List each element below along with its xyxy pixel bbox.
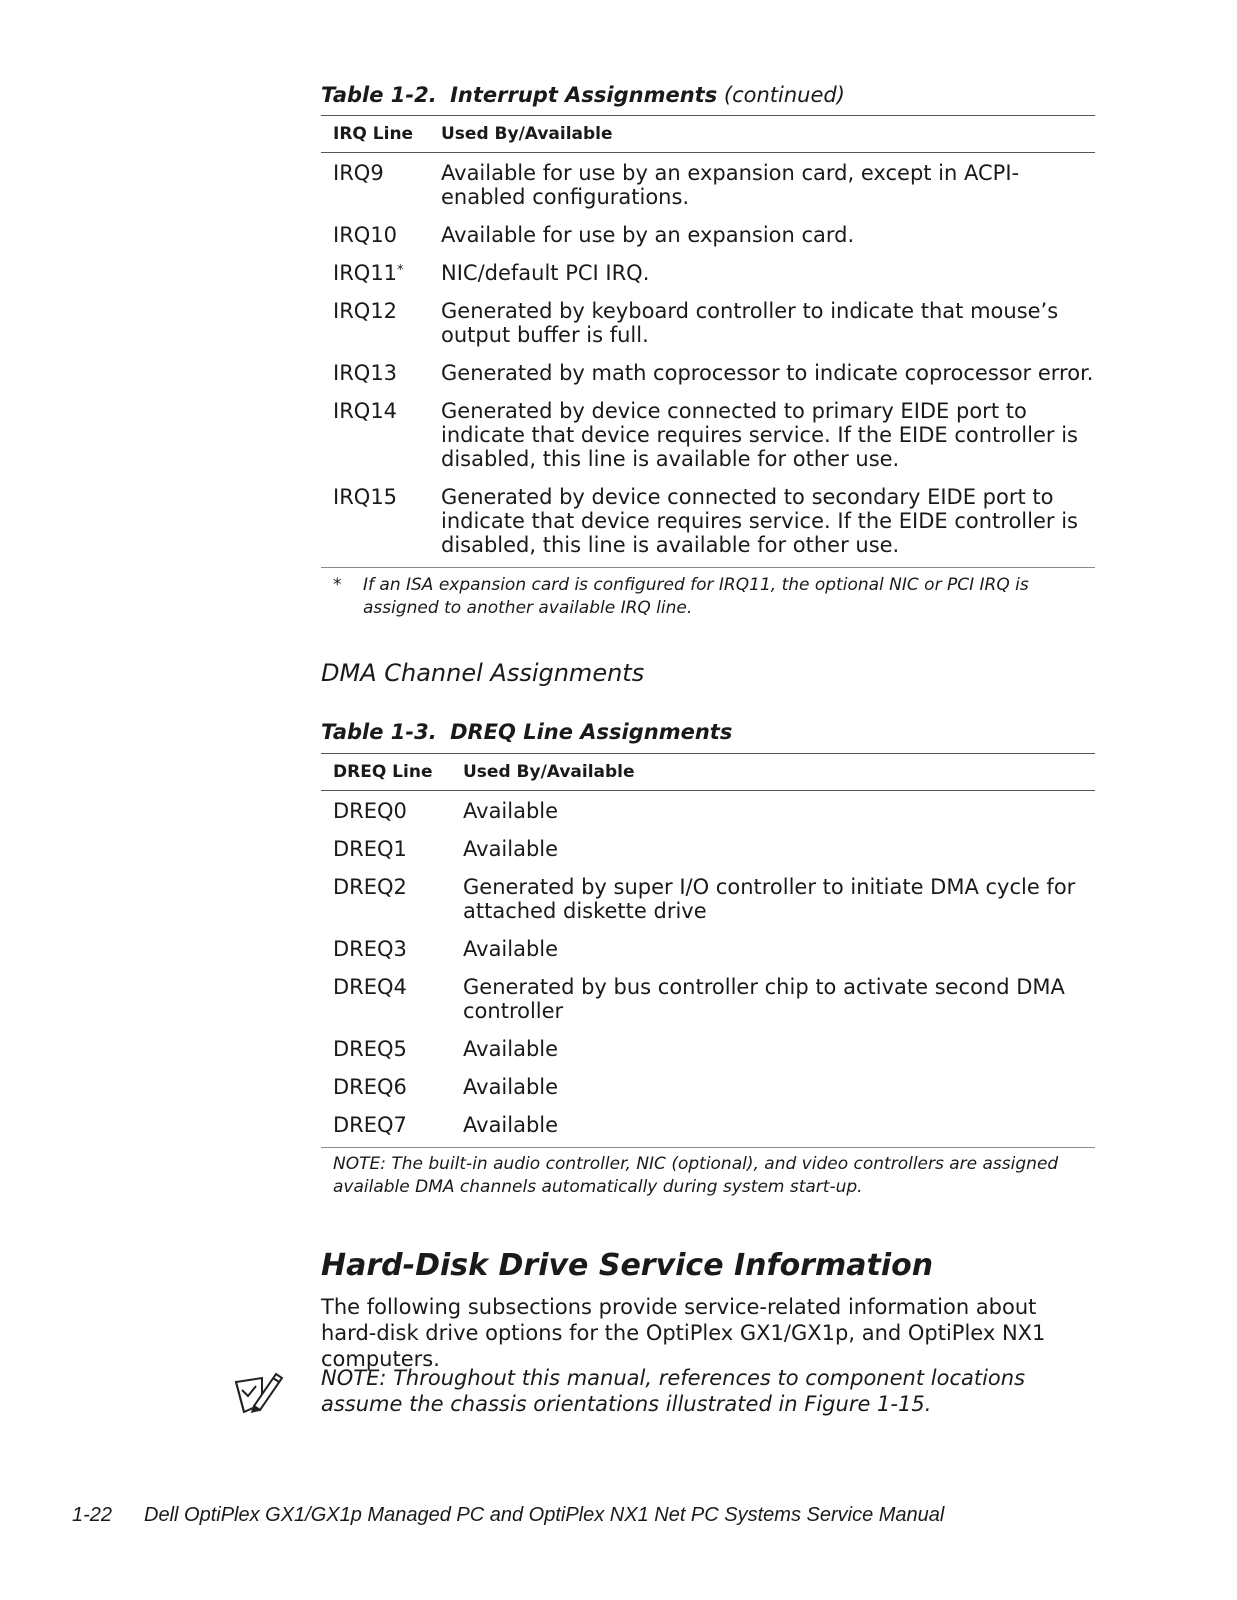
dreq-desc-cell: Generated by bus controller chip to activate second DMA controller (463, 975, 1065, 1023)
irq-desc-cell: Generated by math coprocessor to indicate coprocessor error. (441, 361, 1094, 385)
table-row (321, 478, 1095, 568)
section-note: NOTE: Throughout this manual, references to component locations assume the chassis orientations illustrated in Figure 1-15. (321, 1366, 1026, 1416)
table-continued-label: (continued) (723, 83, 845, 107)
dma-channel-heading: DMA Channel Assignments (321, 659, 645, 687)
dreq-desc-cell: Available (463, 1037, 559, 1061)
table-footnote (321, 574, 1095, 620)
table-row (321, 868, 1095, 930)
dreq-desc-cell: Generated by super I/O controller to initiate DMA cycle for attached diskette drive (463, 875, 1076, 923)
table-row (321, 930, 1095, 968)
footnote-mark: * (333, 575, 342, 595)
irq-desc-cell: Generated by device connected to primary EIDE port to indicate that device requires service. If the EIDE controller is disabled, this line is available for other use. (441, 399, 1078, 471)
dreq-desc-cell: Available (463, 837, 559, 861)
table-row (321, 216, 1095, 254)
table-row (321, 153, 1095, 217)
table-title: Interrupt Assignments (450, 83, 718, 107)
table-1-2-caption (321, 82, 1095, 108)
column-header: Used By/Available (451, 754, 1095, 791)
footnote-marker: * (397, 263, 404, 278)
table-title: DREQ Line Assignments (450, 720, 733, 744)
page-number: 1-22 (72, 1504, 113, 1526)
table-row (321, 254, 1095, 292)
irq-line-cell: IRQ12 (333, 299, 398, 323)
irq-desc-cell: NIC/default PCI IRQ. (441, 261, 650, 285)
dreq-line-cell: DREQ7 (321, 1106, 451, 1148)
footnote-text: If an ISA expansion card is configured for IRQ11, the optional NIC or PCI IRQ is assigned to another available IRQ line. (363, 575, 1029, 618)
table-row (321, 830, 1095, 868)
table-row (321, 791, 1095, 831)
dreq-line-cell: DREQ6 (333, 1075, 407, 1099)
section-heading: Hard-Disk Drive Service Information (321, 1248, 934, 1283)
irq-line-cell (321, 254, 429, 292)
irq-desc-cell: Available for use by an expansion card, except in ACPI-enabled configurations. (441, 161, 1020, 209)
table-row (321, 1068, 1095, 1106)
table-row (321, 1106, 1095, 1148)
dreq-desc-cell: Available (463, 1075, 559, 1099)
table-header-row (321, 116, 1095, 153)
section-body-text: The following subsections provide service-related information about hard-disk drive options for the OptiPlex GX1/GX1p, and OptiPlex NX1 computers. (321, 1295, 1046, 1371)
table-note: NOTE: The built-in audio controller, NIC (optional), and video controllers are assigned available DMA channels automatically during system start-up. (333, 1154, 1059, 1197)
table-number: Table 1-3. (321, 720, 437, 744)
irq-line-cell: IRQ13 (333, 361, 398, 385)
table-number: Table 1-2. (321, 83, 437, 107)
irq-table (321, 116, 1095, 568)
note-pencil-icon (232, 1368, 286, 1416)
column-header: Used By/Available (429, 116, 1095, 153)
dreq-line-cell: DREQ3 (333, 937, 407, 961)
table-row (321, 1030, 1095, 1068)
irq-table-wrapper (321, 115, 1095, 620)
dreq-line-cell: DREQ5 (333, 1037, 407, 1061)
irq-desc-cell: Generated by keyboard controller to indicate that mouse’s output buffer is full. (441, 299, 1059, 347)
table-row (321, 292, 1095, 354)
dreq-line-cell: DREQ4 (333, 975, 407, 999)
irq-line-cell: IRQ9 (333, 161, 384, 185)
dreq-table-wrapper (321, 753, 1095, 1199)
column-header: IRQ Line (321, 116, 429, 153)
table-row (321, 354, 1095, 392)
dreq-table (321, 754, 1095, 1148)
table-row (321, 968, 1095, 1030)
dreq-desc-cell: Available (463, 799, 559, 823)
dreq-line-cell: DREQ1 (333, 837, 407, 861)
table-1-3-caption (321, 719, 1095, 745)
dreq-desc-cell: Available (451, 1106, 1095, 1148)
dreq-desc-cell: Available (463, 937, 559, 961)
irq-line-cell: IRQ15 (321, 478, 429, 568)
table-header-row (321, 754, 1095, 791)
irq-line-label: IRQ11 (333, 261, 398, 285)
irq-desc-cell: Available for use by an expansion card. (441, 223, 855, 247)
column-header: DREQ Line (321, 754, 451, 791)
dreq-line-cell: DREQ0 (333, 799, 407, 823)
manual-title: Dell OptiPlex GX1/GX1p Managed PC and OptiPlex NX1 Net PC Systems Service Manual (144, 1504, 945, 1526)
page-footer (72, 1504, 944, 1527)
dreq-line-cell: DREQ2 (333, 875, 407, 899)
irq-desc-cell: Generated by device connected to secondary EIDE port to indicate that device requires service. If the EIDE controller is disabled, this line is available for other use. (429, 478, 1095, 568)
table-row (321, 392, 1095, 478)
irq-line-cell: IRQ10 (333, 223, 398, 247)
irq-line-cell: IRQ14 (333, 399, 398, 423)
